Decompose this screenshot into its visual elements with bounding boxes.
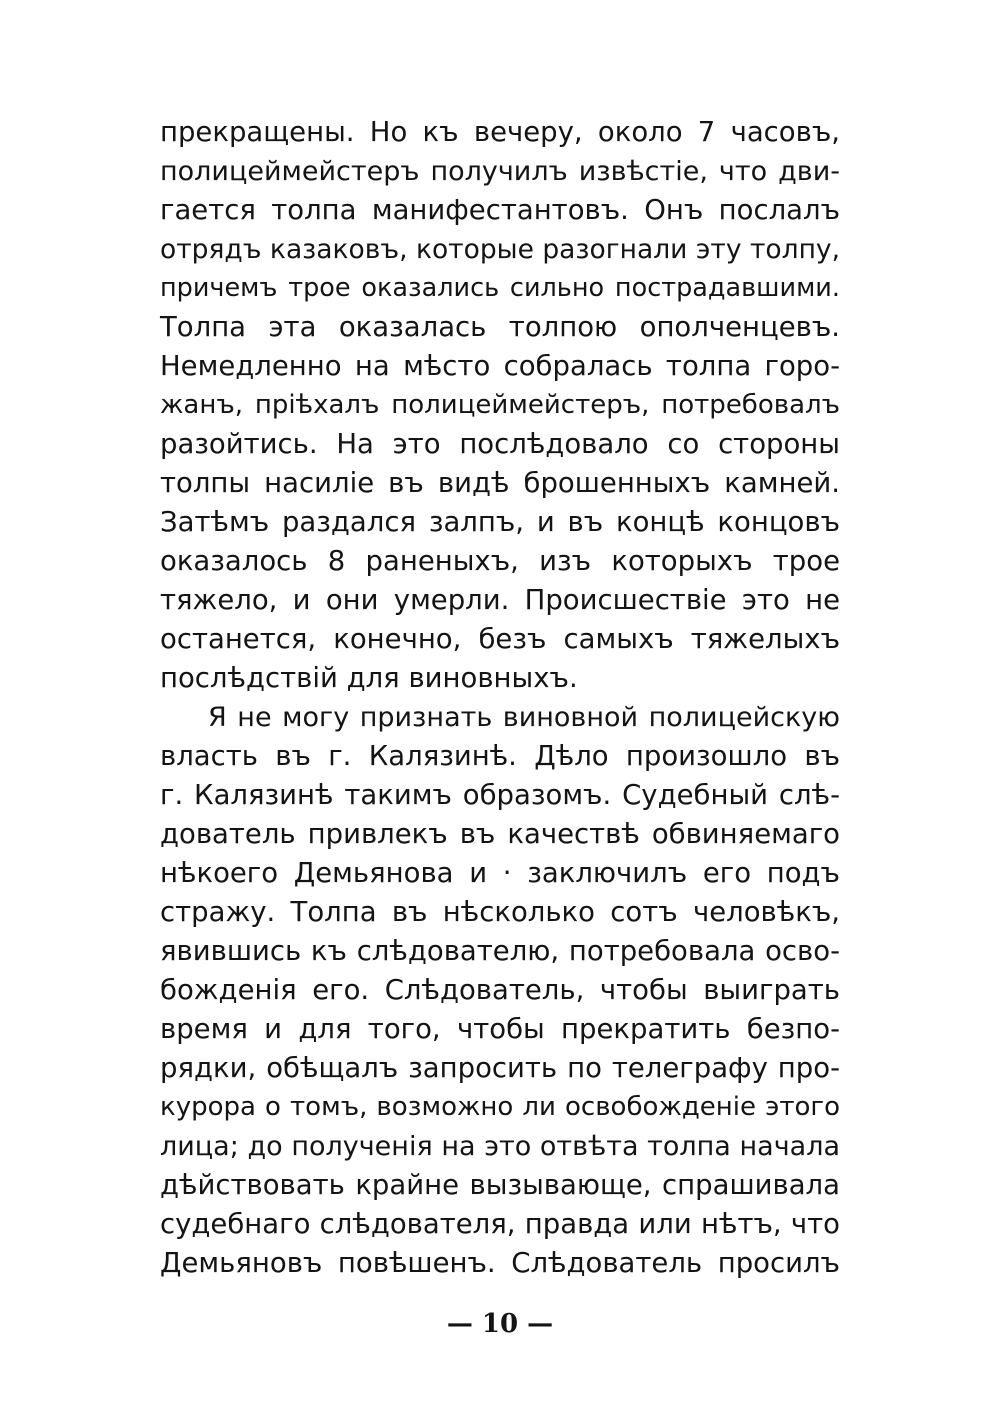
text-line: судебнаго слѣдователя, правда или нѣтъ, что bbox=[160, 1208, 840, 1240]
text-line: разойтись. На это послѣдовало со стороны bbox=[160, 428, 840, 460]
text-line: полицеймейстеръ получилъ извѣстіе, что дви- bbox=[160, 156, 840, 187]
paragraph-1 bbox=[160, 113, 840, 698]
text-line: г. Калязинѣ такимъ образомъ. Судебный слѣ- bbox=[160, 779, 840, 811]
text-line: Демьяновъ повѣшенъ. Слѣдователь просилъ bbox=[160, 1247, 840, 1279]
text-line: Немедленно на мѣсто собралась толпа горо- bbox=[160, 350, 840, 382]
text-line: явившись къ слѣдователю, потребовала осво- bbox=[160, 935, 840, 967]
text-line: оказалось 8 раненыхъ, изъ которыхъ трое bbox=[160, 545, 840, 577]
text-line: Толпа эта оказалась толпою ополченцевъ. bbox=[160, 311, 840, 343]
text-line: время и для того, чтобы прекратить безпо- bbox=[160, 1013, 840, 1045]
text-line: нѣкоего Демьянова и · заключилъ его подъ bbox=[160, 857, 840, 889]
text-line: стражу. Толпа въ нѣсколько сотъ человѣкъ, bbox=[160, 896, 840, 928]
text-line: рядки, обѣщалъ запросить по телеграфу про- bbox=[160, 1052, 840, 1084]
text-line: причемъ трое оказались сильно пострадавшими. bbox=[160, 273, 840, 303]
text-line: Я не могу признать виновной полицейскую bbox=[208, 702, 840, 733]
text-line: божденія его. Слѣдователь, чтобы выиграть bbox=[160, 974, 840, 1006]
text-line: послѣдствій для виновныхъ. bbox=[160, 662, 578, 694]
text-line: жанъ, пріѣхалъ полицеймейстеръ, потребовалъ bbox=[160, 390, 840, 420]
text-line: лица; до полученія на это отвѣта толпа начала bbox=[160, 1131, 840, 1162]
text-line: толпы насиліе въ видѣ брошенныхъ камней. bbox=[160, 467, 840, 499]
text-line: Затѣмъ раздался залпъ, и въ концѣ концовъ bbox=[160, 506, 840, 538]
text-line: власть въ г. Калязинѣ. Дѣло произошло въ bbox=[160, 740, 840, 772]
text-line: гается толпа манифестантовъ. Онъ послалъ bbox=[160, 194, 840, 226]
text-line: курора о томъ, возможно ли освобожденіе этого bbox=[160, 1092, 840, 1122]
text-line: останется, конечно, безъ самыхъ тяжелыхъ bbox=[160, 623, 840, 655]
text-line: прекращены. Но къ вечеру, около 7 часовъ, bbox=[160, 116, 840, 148]
text-line: дѣйствовать крайне вызывающе, спрашивала bbox=[160, 1169, 840, 1201]
paragraph-2 bbox=[160, 698, 840, 1283]
text-line: отрядъ казаковъ, которые разогнали эту толпу, bbox=[160, 234, 840, 265]
body-text bbox=[160, 113, 840, 1283]
text-line: дователь привлекъ въ качествѣ обвиняемаго bbox=[160, 818, 840, 850]
text-line: тяжело, и они умерли. Происшествіе это не bbox=[160, 584, 840, 616]
page-number: — 10 — bbox=[446, 1309, 554, 1339]
